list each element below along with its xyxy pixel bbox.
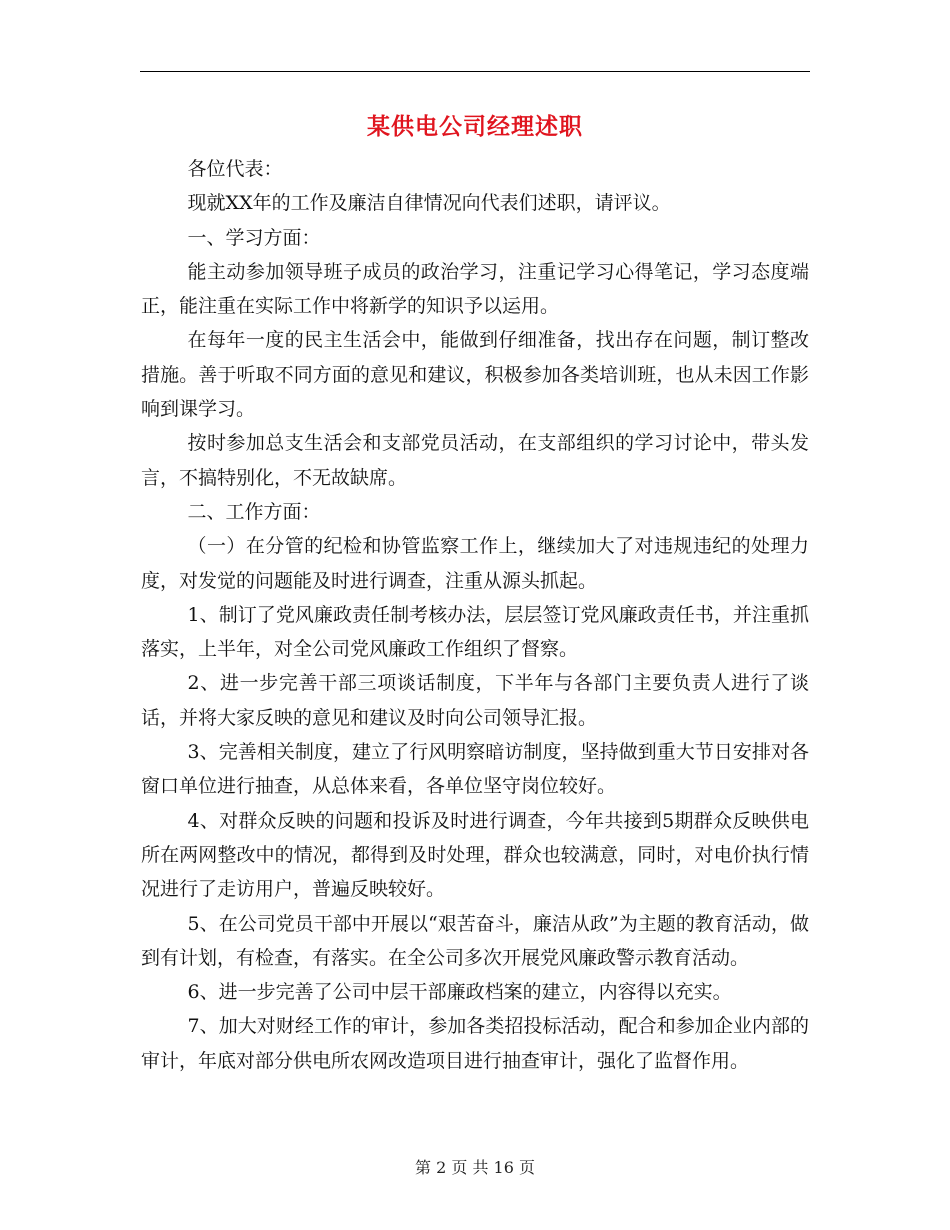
section-heading-work: 二、工作方面： [187, 500, 321, 523]
paragraph: 按时参加总支生活会和支部党员活动，在支部组织的学习讨论中，带头发言，不搞特别化，不无故缺席。 [141, 432, 809, 489]
paragraph-greeting: 各位代表： [187, 158, 283, 180]
header-rule [140, 71, 810, 72]
list-item: 2、进一步完善干部三项谈话制度，下半年与各部门主要负责人进行了谈话，并将大家反映的意见和建议及时向公司领导汇报。 [141, 672, 809, 729]
list-item: 4、对群众反映的问题和投诉及时进行调查，今年共接到5期群众反映供电所在两网整改中的情况，都得到及时处理，群众也较满意，同时，对电价执行情况进行了走访用户，普遍反映较好。 [141, 809, 809, 901]
paragraph: 能主动参加领导班子成员的政治学习，注重记学习心得笔记，学习态度端正，能注重在实际工作中将新学的知识予以运用。 [141, 260, 809, 318]
paragraph-intro: 现就XX年的工作及廉洁自律情况向代表们述职，请评议。 [187, 192, 671, 215]
section-heading-study: 一、学习方面： [187, 226, 321, 249]
document-body [141, 152, 809, 1078]
page-number-footer: 第 2 页 共 16 页 [415, 1158, 535, 1177]
list-item: 3、完善相关制度，建立了行风明察暗访制度，坚持做到重大节日安排对各窗口单位进行抽查，从总体来看，各单位坚守岗位较好。 [141, 741, 809, 798]
list-item: 7、加大对财经工作的审计，参加各类招投标活动，配合和参加企业内部的审计，年底对部分供电所农网改造项目进行抽查审计，强化了监督作用。 [141, 1015, 809, 1072]
paragraph: 在每年一度的民主生活会中，能做到仔细准备，找出存在问题，制订整改措施。善于听取不同方面的意见和建议，积极参加各类培训班，也从未因工作影响到课学习。 [141, 329, 809, 421]
paragraph: （一）在分管的纪检和协管监察工作上，继续加大了对违规违纪的处理力度，对发觉的问题能及时进行调查，注重从源头抓起。 [141, 535, 809, 592]
document-title: 某供电公司经理述职 [367, 113, 583, 140]
list-item: 6、进一步完善了公司中层干部廉政档案的建立，内容得以充实。 [187, 981, 732, 1004]
list-item: 1、制订了党风廉政责任制考核办法，层层签订党风廉政责任书，并注重抓落实，上半年，对全公司党风廉政工作组织了督察。 [141, 603, 809, 661]
list-item: 5、在公司党员干部中开展以“艰苦奋斗，廉洁从政”为主题的教育活动，做到有计划，有检查，有落实。在全公司多次开展党风廉政警示教育活动。 [141, 912, 809, 969]
